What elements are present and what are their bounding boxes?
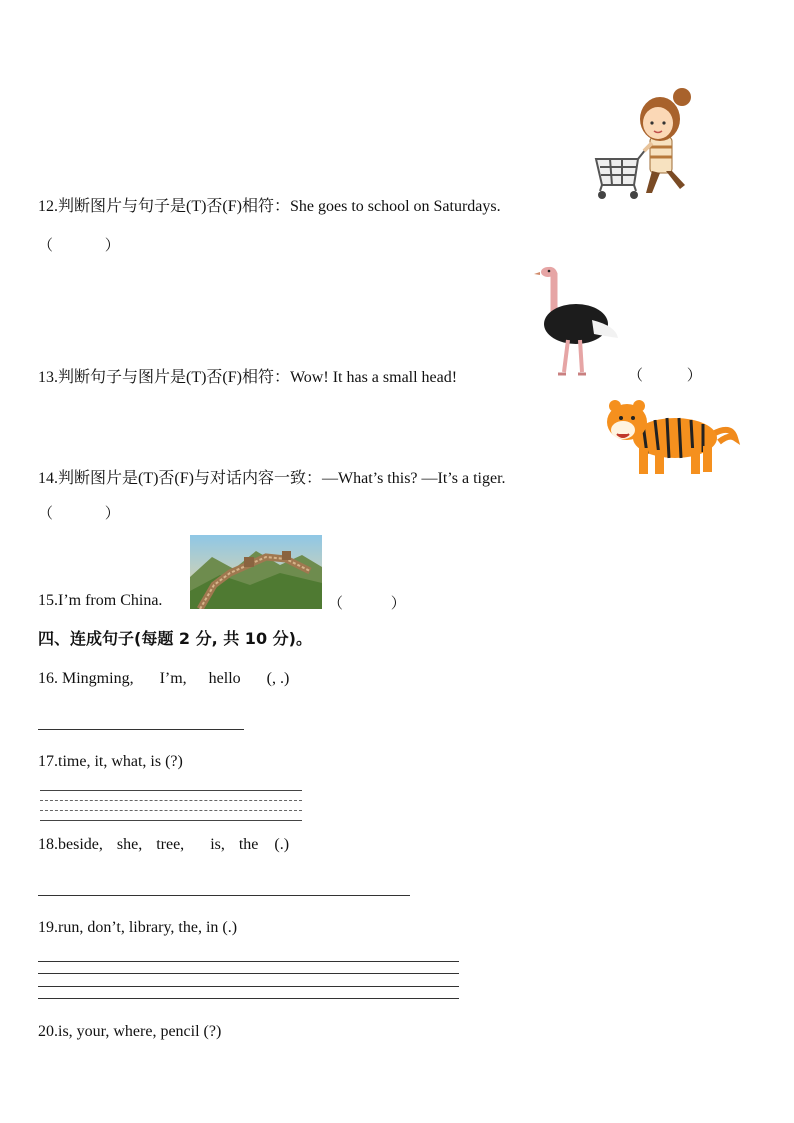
question-16 [38,670,289,688]
q18-word-5: the [238,836,259,853]
ostrich-picture [532,264,622,380]
answer-paren-14[interactable]: （ ） [38,506,120,522]
q18-word-2: she, [116,836,143,853]
great-wall-picture [190,535,322,609]
q16-number: 16. [38,670,58,687]
question-13: 13.判断句子与图片是(T)否(F)相符：Wow! It has a small head! [38,369,458,386]
q16-word-2: I’m, [159,670,187,687]
q16-word-3: hello [208,670,241,687]
answer-paren-15[interactable]: （ ） [328,596,406,612]
question-19: 19.run, don’t, library, the, in (.) [38,919,238,936]
question-20: 20.is, your, where, pencil (?) [38,1023,222,1040]
q16-word-1: Mingming, [62,670,134,687]
q18-number: 18. [38,836,58,853]
q16-word-4: (, .) [266,670,290,687]
question-12: 12.判断图片与句子是(T)否(F)相符：She goes to school on Saturdays. [38,198,501,215]
q18-word-6: (.) [274,836,290,853]
answer-line-18[interactable] [38,895,410,896]
question-17: 17.time, it, what, is (?) [38,753,183,770]
question-14: 14.判断图片是(T)否(F)与对话内容一致：—What’s this? —It’s a tiger. [38,470,506,487]
question-18 [38,836,289,854]
q18-word-4: is, [210,836,225,853]
answer-paren-12[interactable]: （ ） [38,238,120,254]
tiger-picture [603,394,741,478]
girl-shopping-cart-picture [590,85,700,207]
answer-paren-13[interactable]: （ ） [628,368,702,384]
question-15: 15.I’m from China. [38,592,163,609]
section-4-title: 四、连成句子(每题 2 分, 共 10 分)。 [38,629,312,648]
answer-line-16[interactable] [38,729,244,730]
q18-word-3: tree, [156,836,185,853]
q18-word-1: beside, [58,836,103,853]
